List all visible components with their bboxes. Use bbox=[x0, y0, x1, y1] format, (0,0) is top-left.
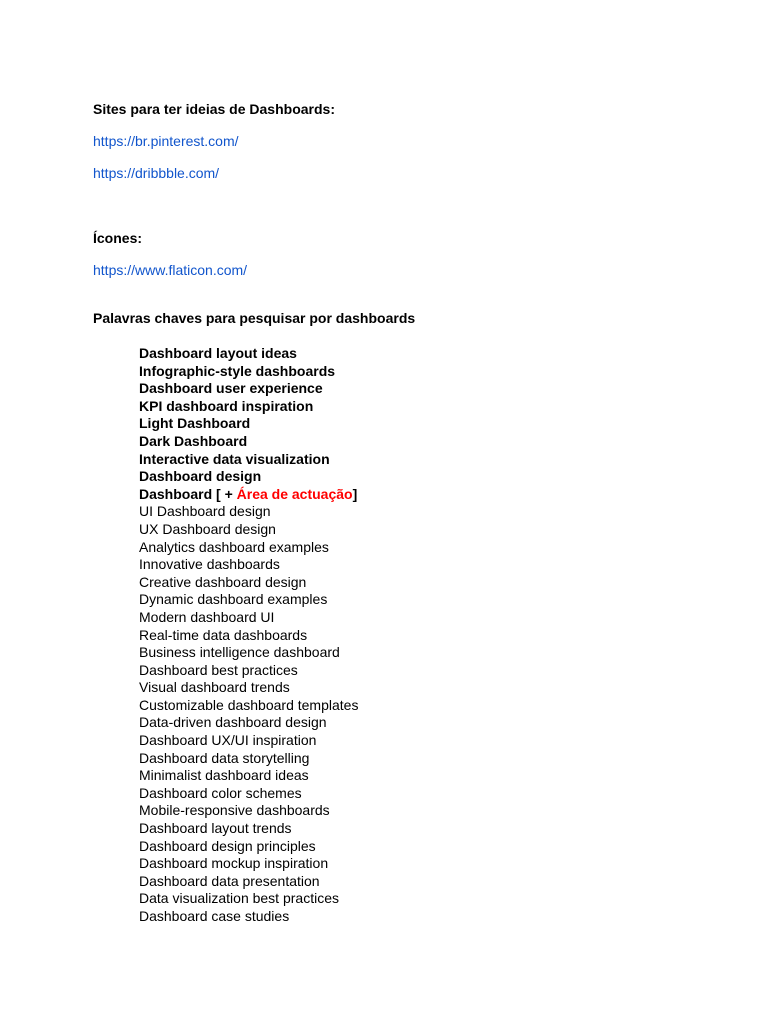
list-item-text: Data-driven dashboard design bbox=[139, 714, 327, 731]
list-item-text: Dashboard user experience bbox=[139, 380, 323, 397]
list-item-text: Dashboard data presentation bbox=[139, 872, 320, 889]
icons-heading: Ícones: bbox=[93, 230, 143, 246]
list-item-text: Dynamic dashboard examples bbox=[139, 591, 328, 608]
list-item-text: UI Dashboard design bbox=[139, 503, 271, 520]
list-item-text: Dashboard design principles bbox=[139, 837, 316, 854]
list-item-text bbox=[139, 486, 357, 504]
list-item-text: Dashboard layout trends bbox=[139, 820, 292, 837]
flaticon-link[interactable]: https://www.flaticon.com/ bbox=[93, 262, 248, 278]
list-item-text: Interactive data visualization bbox=[139, 450, 330, 467]
list-item-text: Real-time data dashboards bbox=[139, 626, 308, 643]
list-item-suffix: ] bbox=[352, 485, 358, 502]
list-item-text: Dashboard layout ideas bbox=[139, 345, 297, 361]
list-item-text: KPI dashboard inspiration bbox=[139, 397, 314, 414]
sites-heading: Sites para ter ideias de Dashboards: bbox=[93, 101, 335, 117]
list-item-text: Analytics dashboard examples bbox=[139, 538, 329, 555]
list-item-text: Dashboard design bbox=[139, 468, 262, 485]
list-item-text: Innovative dashboards bbox=[139, 556, 280, 573]
pinterest-link[interactable]: https://br.pinterest.com/ bbox=[93, 133, 239, 149]
list-item-text: Dashboard color schemes bbox=[139, 784, 302, 801]
list-item-prefix: Dashboard [ + bbox=[139, 485, 237, 502]
keywords-heading: Palavras chaves para pesquisar por dashboards bbox=[93, 310, 416, 326]
list-item-text: Business intelligence dashboard bbox=[139, 644, 340, 661]
dribbble-link[interactable]: https://dribbble.com/ bbox=[93, 165, 220, 181]
list-item-text: UX Dashboard design bbox=[139, 520, 276, 537]
list-item-text: Mobile-responsive dashboards bbox=[139, 802, 330, 819]
list-item-text: Customizable dashboard templates bbox=[139, 696, 359, 713]
area-highlight: Área de actuação bbox=[236, 485, 353, 502]
list-item-text: Minimalist dashboard ideas bbox=[139, 767, 309, 784]
list-item-text: Dashboard case studies bbox=[139, 908, 290, 924]
list-item-text: Dashboard UX/UI inspiration bbox=[139, 732, 317, 749]
list-item-text: Dashboard best practices bbox=[139, 661, 298, 678]
list-item-text: Dark Dashboard bbox=[139, 432, 248, 449]
list-item-text: Modern dashboard UI bbox=[139, 608, 275, 625]
list-item-text: Visual dashboard trends bbox=[139, 679, 290, 696]
list-item-text: Data visualization best practices bbox=[139, 890, 339, 907]
list-item-text: Light Dashboard bbox=[139, 415, 251, 432]
list-item-text: Creative dashboard design bbox=[139, 573, 307, 590]
list-item-text: Dashboard data storytelling bbox=[139, 749, 310, 766]
list-item-text: Infographic-style dashboards bbox=[139, 362, 336, 379]
list-item-text: Dashboard mockup inspiration bbox=[139, 855, 329, 872]
